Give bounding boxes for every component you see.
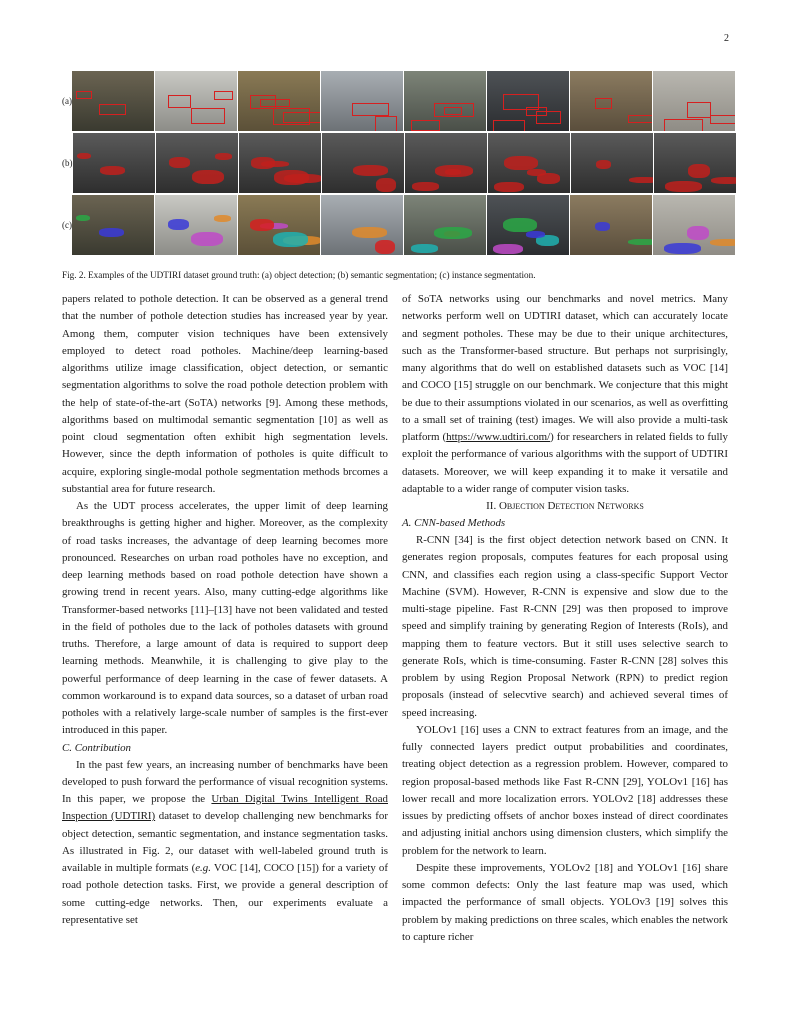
segmentation-mask <box>214 215 231 222</box>
segmentation-mask <box>411 244 438 253</box>
bounding-box <box>595 98 612 109</box>
segmentation-mask <box>665 181 702 192</box>
segmentation-mask <box>192 170 224 184</box>
figure-pothole-examples <box>62 70 728 256</box>
text-run: of SoTA networks using our benchmarks and novel metrics. Many networks perform well on UDTIRI dataset, which can accurately locate and segment potholes. These may be due to their unique architectures, such as the Transformer-based structure. But perhaps not surprisingly, many algorithms that do well on established datasets such as VOC [14] and COCO [15] struggle on our benchmark. We conjecture that this might be due to their assumptions violated in our scenarios, as well as overfitting to a small set of training (test) images. We will also provide a multi-task platform ( <box>402 293 728 443</box>
segmentation-mask <box>375 240 395 254</box>
pothole-thumbnail <box>156 133 238 193</box>
bounding-box <box>76 91 92 99</box>
pothole-thumbnail <box>322 133 404 193</box>
paragraph: YOLOv1 [16] uses a CNN to extract features from an image, and the fully connected layers predict output probabilities and coordinates, treating object detection as a regression problem. However, compared to region proposal-based methods like Fast R-CNN [29], YOLOv1 [16] has lower recall and more localization errors. YOLOv2 [18] addresses these issues by predicting offsets of anchor boxes instead of direct coordinates and adjusting initial anchors using dimension clusters, which simplify the problem for the network to learn. <box>402 723 728 857</box>
figure-row-b <box>62 132 728 194</box>
segmentation-mask <box>191 232 223 246</box>
segmentation-mask <box>434 227 472 239</box>
pothole-thumbnail <box>570 71 652 131</box>
segmentation-mask <box>595 222 610 231</box>
bounding-box <box>214 91 233 100</box>
segmentation-mask <box>687 226 709 240</box>
bounding-box <box>411 120 440 131</box>
segmentation-mask <box>628 239 652 245</box>
pothole-thumbnail <box>404 195 486 255</box>
subsection-heading: C. Contribution <box>62 741 131 754</box>
segmentation-mask <box>251 157 275 169</box>
bounding-box <box>273 108 310 125</box>
bounding-box <box>352 103 389 116</box>
bounding-box <box>710 115 735 124</box>
eg-abbrev: e.g. <box>195 862 211 874</box>
pothole-thumbnail <box>238 71 320 131</box>
bounding-box <box>168 95 191 108</box>
segmentation-mask <box>412 182 439 191</box>
bounding-box <box>687 102 711 118</box>
segmentation-mask <box>664 243 701 254</box>
paragraph: Despite these improvements, YOLOv2 [18] and YOLOv1 [16] share some common defects: Only the last feature map was used, which impacted the performance of small objects. YOLOv3 [19] solves this problem by making predictions on three scales, which enables the network to capture richer <box>402 861 728 943</box>
segmentation-mask <box>76 215 90 221</box>
thumbnail-strip <box>72 71 735 131</box>
segmentation-mask <box>100 166 125 175</box>
segmentation-mask <box>376 178 396 192</box>
pothole-thumbnail <box>487 71 569 131</box>
segmentation-mask <box>273 232 308 247</box>
text-run: dataset to develop challenging new benchmarks for object detection, semantic segmentation, and instance segmentation tasks. As illustrated in Fig. 2, our dataset with well-labeled ground truth is available in multiple formats ( <box>62 810 388 874</box>
segmentation-mask <box>250 219 274 231</box>
bounding-box <box>434 103 474 117</box>
bounding-box <box>526 107 547 116</box>
pothole-thumbnail <box>155 195 237 255</box>
paragraph <box>62 757 388 930</box>
segmentation-mask <box>352 227 387 238</box>
pothole-thumbnail <box>404 71 486 131</box>
segmentation-mask <box>494 182 524 192</box>
thumbnail-strip <box>73 133 736 193</box>
paragraph: R-CNN [34] is the first object detection network based on CNN. It generates region proposals, computes features for each proposal using CNN, and classifies each region using a class-specific Support Vector Machine (SVM). However, R-CNN is expensive and slow due to the multi-stage pipeline. Fast R-CNN [29] was then proposed to improve speed and simplify training by generating Region of Interests (RoIs), and mapping them to feature vectors. But it still uses selective search to generate RoIs, which is time-consuming. Faster R-CNN [28] solves this problem by using Region Proposal Network (RPN) to predict region proposals (instead of selecvtive search) and achieved several times of speed increasing. <box>402 534 728 719</box>
left-column <box>62 291 388 929</box>
segmentation-mask <box>353 165 388 176</box>
text-run: ) for researchers in related fields to fully exploit the performance of various algorithms with the support of UDTIRI datasets. Moreover, we will keep expanding it to make it versatile and adaptable to a wider range of computer vision tasks. <box>402 431 729 495</box>
bounding-box <box>250 95 276 109</box>
row-label: (c) <box>62 220 72 230</box>
page-number: 2 <box>724 33 729 44</box>
segmentation-mask <box>526 231 545 238</box>
paragraph: papers related to pothole detection. It can be observed as a general trend that the number of pothole detection studies has increased year by year. Among them, computer vision techniques have been extensively employed to detect road potholes. Machine/deep learning-based algorithms utilize image classification, object detection, or semantic segmentation algorithms to solve the road pothole detection problem with the help of state-of-the-art (SoTA) networks [9]. Among these methods, algorithms based on multimodal semantic segmentation [10] as well as point cloud segmentation often exhibit high segmentation levels. However, since the depth information of potholes is quite difficult to acquire, exploring single-modal pothole segmentation methods brcomes a substantial area for future research. <box>62 293 388 495</box>
segmentation-mask <box>527 169 546 176</box>
row-label: (b) <box>62 158 73 168</box>
right-column <box>402 291 728 946</box>
platform-link[interactable]: https://www.udtiri.com/ <box>446 431 551 443</box>
segmentation-mask <box>169 157 190 168</box>
segmentation-mask <box>503 218 537 232</box>
pothole-thumbnail <box>72 195 154 255</box>
bounding-box <box>493 120 525 131</box>
pothole-thumbnail <box>73 133 155 193</box>
pothole-thumbnail <box>654 133 736 193</box>
thumbnail-strip <box>72 195 735 255</box>
segmentation-mask <box>215 153 232 160</box>
pothole-thumbnail <box>155 71 237 131</box>
pothole-thumbnail <box>239 133 321 193</box>
bounding-box <box>628 115 652 123</box>
section-heading: II. Objection Detection Networks <box>486 500 644 512</box>
pothole-thumbnail <box>487 195 569 255</box>
figure-row-a <box>62 70 728 132</box>
pothole-thumbnail <box>653 195 735 255</box>
bounding-box <box>375 116 397 131</box>
figure-caption: Fig. 2. Examples of the UDTIRI dataset ground truth: (a) object detection; (b) semantic segmentation; (c) instance segmentation. <box>62 270 536 280</box>
pothole-thumbnail <box>571 133 653 193</box>
segmentation-mask <box>274 170 309 185</box>
bounding-box <box>191 108 225 124</box>
pothole-thumbnail <box>238 195 320 255</box>
pothole-thumbnail <box>570 195 652 255</box>
dataset-name: Urban Digital Twins Intelligent Road Inspection (UDTIRI) <box>62 793 388 823</box>
subsection-heading: A. CNN-based Methods <box>402 517 506 529</box>
pothole-thumbnail <box>72 71 154 131</box>
segmentation-mask <box>435 165 473 177</box>
paragraph: As the UDT process accelerates, the upper limit of deep learning breakthroughs is getting higher and higher. Moreover, as the complexity of road tasks increases, the advantage of deep learning becomes more pronounced. Researches on urban road potholes have no exception, and deep learning methods based on road pothole detection have shown a growing trend in recent years. Also, many cutting-edge algorithms like Transformer-based networks [11]–[13] have not been validated and tested in the field of potholes due to the lack of potholes datasets with ground truths. Therefore, a large amount of data is required to support deep learning methods. Meanwhile, it is challenging to give play to the powerful performance of deep learning in the case of fewer datasets. A common workaround is to expand data sources, so a dataset of urban road potholes with a relatively large-scale number of samples is the first-ever introduced in this paper. <box>62 500 388 737</box>
figure-row-c <box>62 194 728 256</box>
segmentation-mask <box>710 239 735 246</box>
paragraph <box>402 291 728 498</box>
bounding-box <box>664 119 703 131</box>
segmentation-mask <box>629 177 653 183</box>
pothole-thumbnail <box>405 133 487 193</box>
text-run: In the past few years, an increasing number of benchmarks have been developed to push forward the performance of visual recognition systems. In this paper, we propose the <box>62 758 388 805</box>
segmentation-mask <box>711 177 736 184</box>
pothole-thumbnail <box>321 71 403 131</box>
row-label: (a) <box>62 96 72 106</box>
text-run: VOC [14], COCO [15]) for a variety of road pothole detection tasks. First, we provide a general description of some cutting-edge networks. Then, our experiments evaluate a representative set <box>62 862 388 926</box>
segmentation-mask <box>493 244 523 254</box>
segmentation-mask <box>504 156 538 170</box>
segmentation-mask <box>596 160 611 169</box>
pothole-thumbnail <box>653 71 735 131</box>
segmentation-mask <box>99 228 124 237</box>
segmentation-mask <box>688 164 710 178</box>
bounding-box <box>99 104 126 115</box>
segmentation-mask <box>168 219 189 230</box>
segmentation-mask <box>77 153 91 159</box>
pothole-thumbnail <box>321 195 403 255</box>
pothole-thumbnail <box>488 133 570 193</box>
